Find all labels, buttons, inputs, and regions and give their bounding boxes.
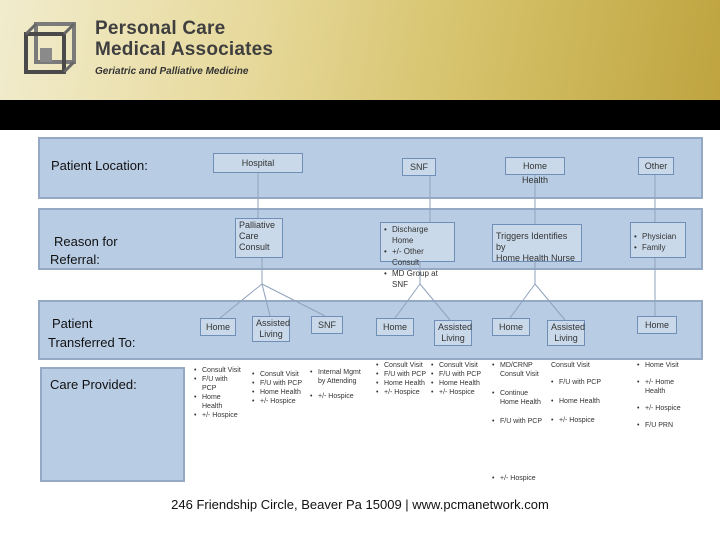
care-list-assisted-living-1 — [252, 370, 302, 406]
care-item: • +/- Hospice — [252, 397, 302, 406]
brand-tagline: Geriatric and Palliative Medicine — [95, 66, 249, 77]
reason-hospital-line2: Care — [239, 231, 259, 241]
footer-address: 246 Friendship Circle, Beaver Pa 15009 | www.pcmanetwork.com — [171, 497, 549, 512]
node-transfer-home-2: Home — [376, 318, 414, 336]
care-item: • Home Health — [194, 393, 242, 411]
care-item: • Consult Visit — [194, 366, 242, 375]
label-transferred-line2: Transferred To: — [48, 335, 136, 350]
reason-hospital-line3: Consult — [239, 242, 270, 252]
care-item: • Home Health — [376, 379, 426, 388]
care-item: • F/U with PCP — [194, 375, 242, 393]
node-transfer-assisted-living-2: Assisted Living — [434, 320, 472, 346]
label-care-provided: Care Provided: — [50, 377, 137, 392]
label-reason-line1: Reason for — [54, 234, 118, 249]
node-location-other: Other — [638, 157, 674, 175]
care-list-home-2 — [376, 361, 426, 397]
care-item: • F/U with PCP — [492, 417, 544, 426]
reason-snf-item: • Discharge Home — [384, 224, 451, 246]
care-item: • F/U with PCP — [376, 370, 426, 379]
care-item: • +/- Hospice — [376, 388, 426, 397]
reason-other-item: • Family — [634, 242, 682, 253]
care-item: • Continue Home Health — [492, 389, 544, 407]
care-list-home-1 — [194, 366, 242, 420]
care-item: • Consult Visit — [252, 370, 302, 379]
label-patient-location: Patient Location: — [51, 158, 148, 173]
care-item: • F/U PRN — [637, 421, 693, 430]
care-list-home-3 — [492, 361, 544, 426]
care-item: • Home Health — [551, 397, 603, 406]
brand-name-line2: Medical Associates — [95, 39, 274, 60]
node-transfer-assisted-living-3: Assisted Living — [547, 320, 585, 346]
care-item: • F/U with PCP — [252, 379, 302, 388]
node-transfer-home-4: Home — [637, 316, 677, 334]
node-reason-snf — [380, 222, 455, 289]
reason-home-health-line1: Triggers Identifies by — [496, 231, 568, 252]
care-item: • Home Health — [252, 388, 302, 397]
care-item: • +/- Home Health — [637, 378, 693, 396]
care-item: • Home Visit — [637, 361, 693, 370]
node-reason-other — [630, 222, 686, 258]
reason-other-item: • Physician — [634, 231, 682, 242]
brand-name-line1: Personal Care — [95, 18, 226, 39]
care-item: • MD/CRNP Consult Visit — [492, 361, 544, 379]
node-location-hospital: Hospital — [213, 153, 303, 173]
node-transfer-home-3: Home — [492, 318, 530, 336]
label-transferred-line1: Patient — [52, 316, 93, 331]
care-list-snf — [310, 368, 362, 401]
label-reason-line2: Referral: — [50, 252, 100, 267]
reason-hospital-line1: Palliative — [239, 220, 276, 230]
care-item: • +/- Hospice — [492, 474, 552, 483]
node-reason-home-health — [492, 224, 582, 262]
node-location-snf: SNF — [402, 158, 436, 176]
care-item: • Internal Mgmt by Attending — [310, 368, 362, 386]
care-item: • +/- Hospice — [551, 416, 603, 425]
care-list-title: Consult Visit — [551, 362, 590, 369]
care-list-assisted-living-3 — [551, 361, 603, 425]
node-location-home-health: Home Health — [505, 157, 565, 175]
node-transfer-assisted-living-1: Assisted Living — [252, 316, 290, 342]
care-extra-hospice — [492, 474, 552, 483]
care-item: • F/U with PCP — [431, 370, 483, 379]
node-reason-hospital — [235, 218, 283, 258]
care-item: • Consult Visit — [376, 361, 426, 370]
care-item: • F/U with PCP — [551, 378, 603, 387]
care-item: • Home Health — [431, 379, 483, 388]
reason-snf-item: • MD Group at SNF — [384, 268, 451, 290]
care-item: • +/- Hospice — [310, 392, 362, 401]
care-list-home-4 — [637, 361, 693, 430]
node-transfer-snf: SNF — [311, 316, 343, 334]
node-transfer-home-1: Home — [200, 318, 236, 336]
care-item: • +/- Hospice — [431, 388, 483, 397]
care-item: • Consult Visit — [431, 361, 483, 370]
care-item: • +/- Hospice — [194, 411, 242, 420]
care-item: • +/- Hospice — [637, 404, 693, 413]
reason-home-health-line2: Home Health Nurse — [496, 253, 576, 263]
reason-snf-item: • +/- Other Consult — [384, 246, 451, 268]
care-list-assisted-living-2 — [431, 361, 483, 397]
